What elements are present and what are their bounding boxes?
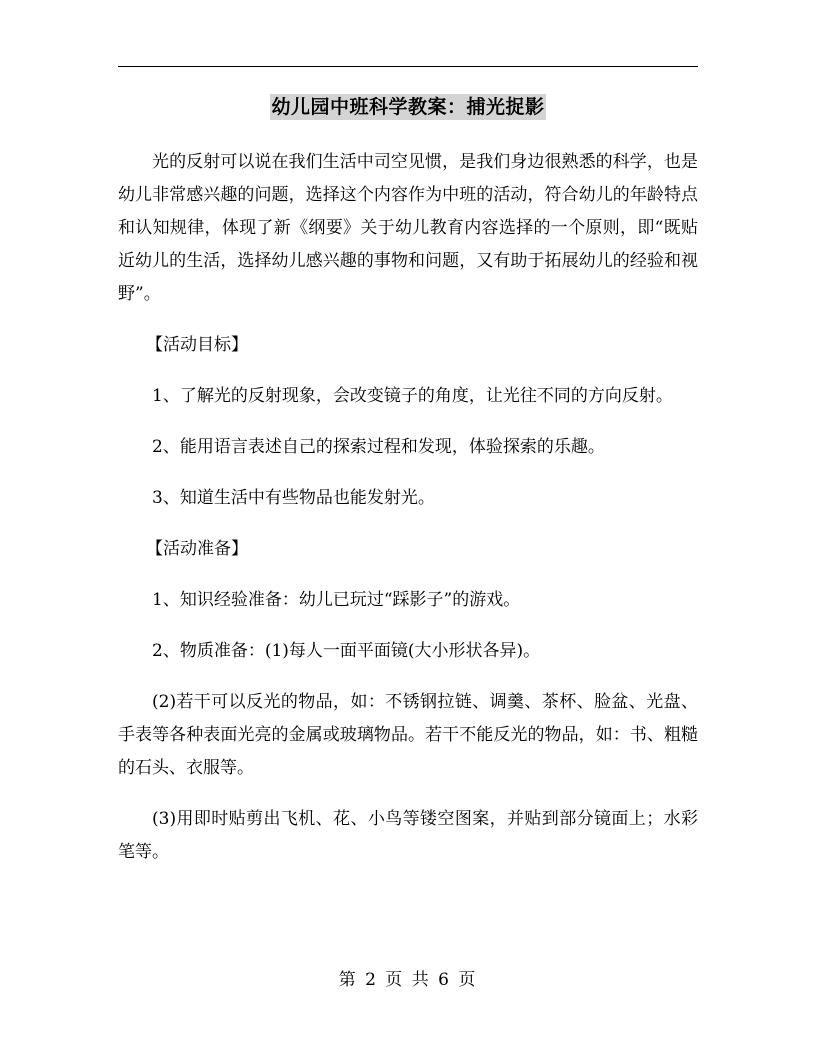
preparation-item-3: (2)若干可以反光的物品，如：不锈钢拉链、调羹、茶杯、脸盆、光盘、手表等各种表面光亮的金属或玻璃物品。若干不能反光的物品，如：书、粗糙的石头、衣服等。 — [118, 692, 698, 778]
page-footer: 第 2 页 共 6 页 — [338, 970, 478, 990]
preparation-item-4: (3)用即时贴剪出飞机、花、小鸟等镂空图案，并贴到部分镜面上；水彩笔等。 — [118, 809, 698, 862]
goal-item-2: 2、能用语言表述自己的探索过程和发现，体验探索的乐趣。 — [152, 437, 605, 457]
intro-paragraph: 光的反射可以说在我们生活中司空见惯，是我们身边很熟悉的科学，也是幼儿非常感兴趣的问题，选择这个内容作为中班的活动，符合幼儿的年龄特点和认知规律，体现了新《纲要》关于幼儿教育内容选择的一个原则，即“既贴近幼儿的生活，选择幼儿感兴趣的事物和问题，又有助于拓展幼儿的经验和视野”。 — [118, 152, 698, 304]
preparation-item-1: 1、知识经验准备：幼儿已玩过“踩影子”的游戏。 — [152, 590, 521, 610]
preparation-heading: 【活动准备】 — [146, 539, 248, 559]
title-container — [0, 94, 816, 120]
goal-item-1: 1、了解光的反射现象，会改变镜子的角度，让光往不同的方向反射。 — [152, 386, 673, 406]
goal-item-3: 3、知道生活中有些物品也能发射光。 — [152, 488, 435, 508]
document-title: 幼儿园中班科学教案：捕光捉影 — [271, 96, 545, 118]
header-rule — [118, 66, 698, 67]
goals-heading: 【活动目标】 — [146, 335, 248, 355]
document-body — [118, 146, 698, 869]
preparation-item-2: 2、物质准备：(1)每人一面平面镜(大小形状各异)。 — [152, 641, 541, 661]
